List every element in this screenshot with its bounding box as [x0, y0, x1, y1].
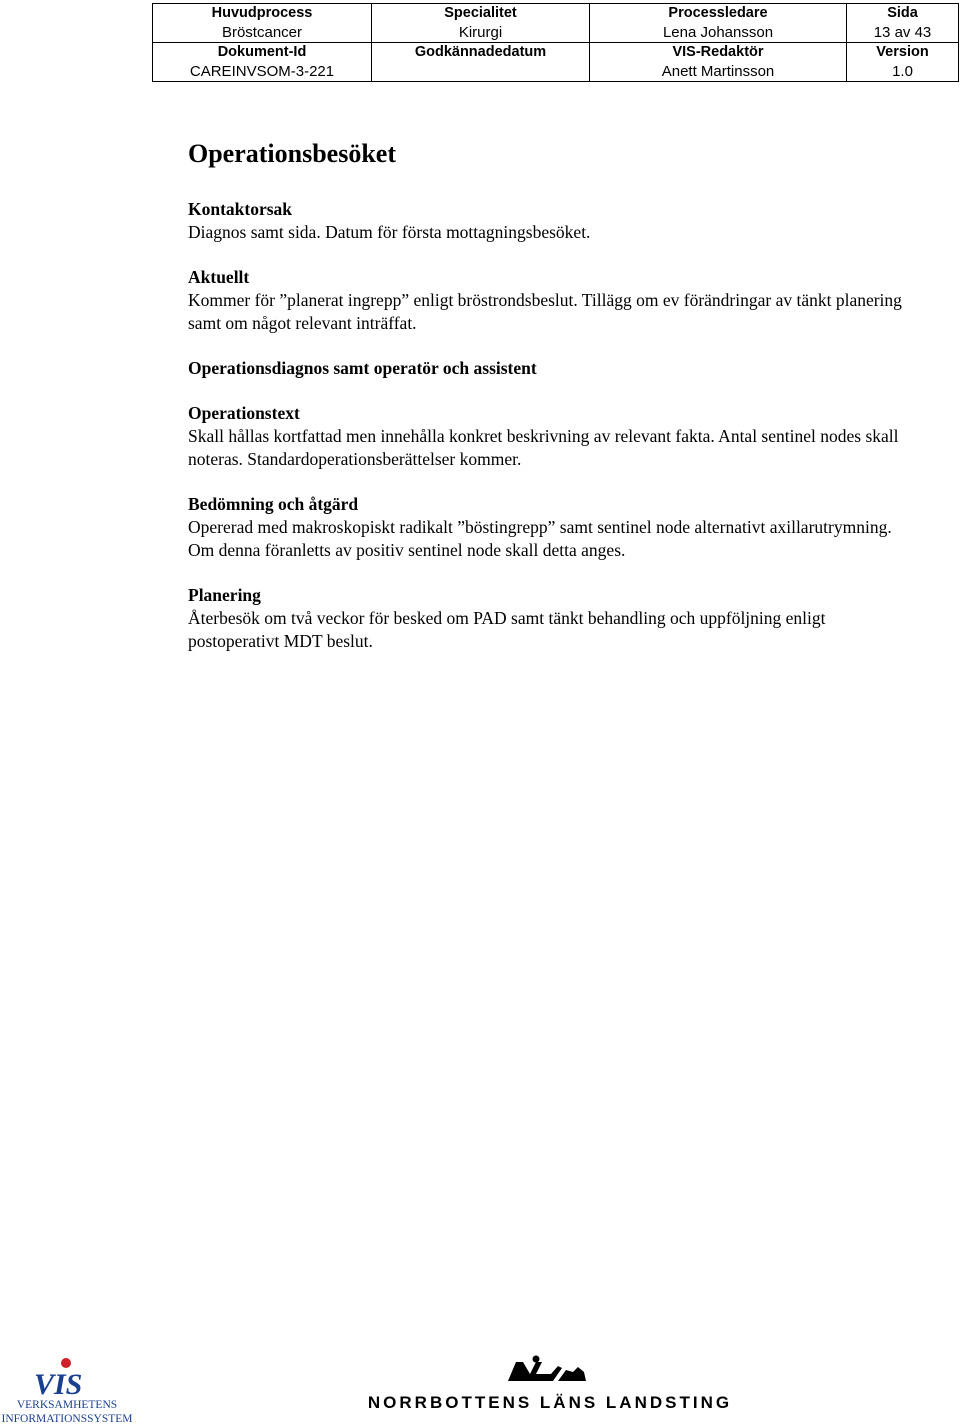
header-value: Bröstcancer — [221, 24, 303, 41]
header-value: Kirurgi — [458, 24, 503, 41]
section-title: Operationsdiagnos samt operatör och assistent — [188, 358, 537, 378]
vis-logo-dot-icon — [61, 1358, 71, 1368]
header-cell-version — [847, 43, 959, 82]
header-label: VIS-Redaktör — [672, 44, 764, 60]
page-title: Operationsbesöket — [188, 139, 396, 168]
document-header-table — [152, 3, 959, 82]
section-body: Återbesök om två veckor för besked om PAD samt tänkt behandling och uppföljning enligt postoperativt MDT beslut. — [188, 608, 826, 651]
section-bedomning — [188, 493, 918, 562]
section-title: Planering — [188, 585, 261, 605]
header-cell-specialitet — [372, 4, 590, 43]
header-value: CAREINVSOM-3-221 — [189, 63, 335, 80]
section-planering — [188, 584, 918, 653]
header-label: Godkännadedatum — [414, 44, 547, 60]
section-title: Aktuellt — [188, 267, 250, 287]
header-cell-vis-redaktor — [590, 43, 847, 82]
vis-logo — [0, 1356, 135, 1427]
header-cell-huvudprocess — [153, 4, 372, 43]
header-value: 13 av 43 — [873, 24, 932, 41]
header-row-2 — [153, 43, 959, 82]
section-kontaktorsak — [188, 198, 918, 244]
header-label: Version — [876, 44, 929, 60]
header-cell-processledare — [590, 4, 847, 43]
norrbottens-lans-landsting-logo — [340, 1354, 760, 1414]
section-body: Diagnos samt sida. Datum för första mottagningsbesöket. — [188, 222, 591, 242]
section-title: Bedömning och åtgärd — [188, 494, 359, 514]
header-label: Dokument-Id — [217, 44, 307, 60]
header-cell-dokument-id — [153, 43, 372, 82]
nll-emblem-icon — [508, 1356, 586, 1382]
section-aktuellt — [188, 266, 918, 335]
header-cell-sida — [847, 4, 959, 43]
document-body — [188, 138, 918, 675]
nll-text: NORRBOTTENS LÄNS LANDSTING — [367, 1393, 733, 1412]
section-body: Opererad med makroskopiskt radikalt ”böstingrepp” samt sentinel node alternativt axillarutrymning. Om denna föranletts av positiv sentinel node skall detta anges. — [188, 517, 892, 560]
header-cell-godkannadedatum — [372, 43, 590, 82]
vis-logo-line2: INFORMATIONSSYSTEM — [1, 1413, 133, 1425]
header-label: Processledare — [668, 5, 768, 21]
section-title: Operationstext — [188, 403, 300, 423]
header-label: Specialitet — [444, 5, 517, 21]
header-label: Sida — [887, 5, 918, 21]
section-operationsdiagnos — [188, 357, 918, 380]
vis-logo-text: VIS — [34, 1368, 83, 1401]
header-value: Lena Johansson — [662, 24, 774, 41]
vis-logo-line1: VERKSAMHETENS — [16, 1399, 118, 1411]
section-body: Kommer för ”planerat ingrepp” enligt bröstrondsbeslut. Tillägg om ev förändringar av tänkt planering samt om något relevant inträffat. — [188, 290, 902, 333]
header-row-1 — [153, 4, 959, 43]
section-body: Skall hållas kortfattad men innehålla konkret beskrivning av relevant fakta. Antal sentinel nodes skall noteras. Standardoperationsberättelser kommer. — [188, 426, 899, 469]
header-value: Anett Martinsson — [661, 63, 775, 80]
header-label: Huvudprocess — [211, 5, 313, 21]
section-operationstext — [188, 402, 918, 471]
header-value: 1.0 — [892, 63, 913, 80]
section-title: Kontaktorsak — [188, 199, 293, 219]
